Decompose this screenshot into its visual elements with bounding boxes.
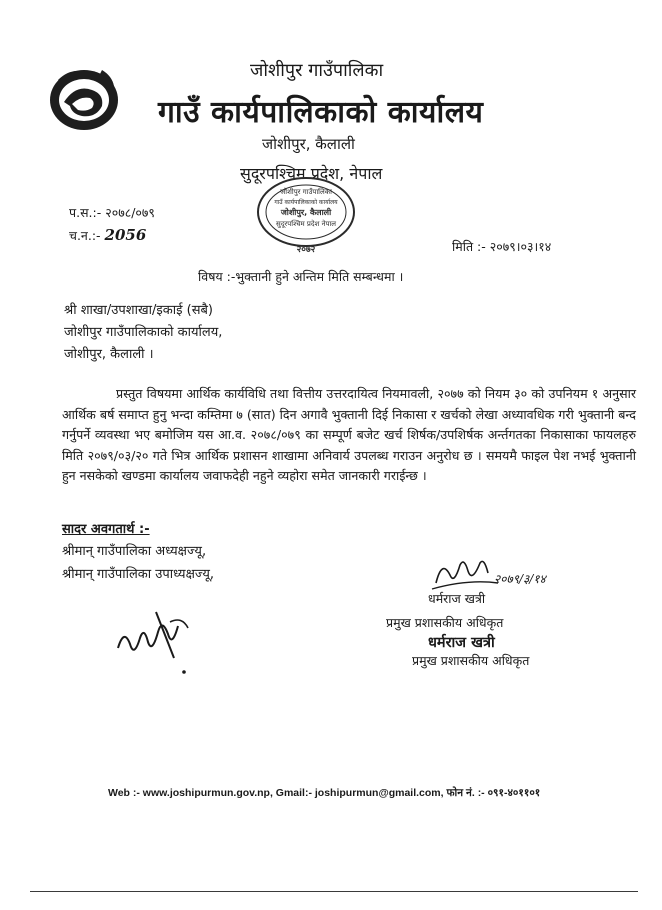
office-province: सुदूरपश्चिम प्रदेश, नेपाल xyxy=(240,164,383,183)
office-location: जोशीपुर, कैलाली xyxy=(262,135,355,153)
subject-line: विषय :-भुक्तानी हुने अन्तिम मिति सम्बन्धमा । xyxy=(198,269,404,284)
body-paragraph xyxy=(62,384,636,487)
recipient-line-1: श्री शाखा/उपशाखा/इकाई (सबै) xyxy=(64,303,213,318)
dispatch-number xyxy=(69,226,146,244)
cc-item-2: श्रीमान् गाउँपालिका उपाध्यक्षज्यू, xyxy=(62,567,215,582)
date-label: मिति :- xyxy=(452,239,486,254)
dispatch-value: 2056 xyxy=(104,226,147,244)
municipality-name: जोशीपुर गाउँपालिका xyxy=(250,60,384,81)
office-title: गाउँ कार्यपालिकाको कार्यालय xyxy=(158,95,484,130)
stamp-signatory-name: धर्मराज खत्री xyxy=(428,635,495,651)
reference-label: प.स.:- xyxy=(69,205,102,220)
reference-value: २०७८/०७९ xyxy=(105,205,155,220)
stamp-line4: सुदूरपश्चिम प्रदेश नेपाल xyxy=(275,220,337,228)
footer-contact: Web :- www.joshipurmun.gov.np, Gmail:- joshipurmun@gmail.com, फोन नं. :- ०९१-४०११०१ xyxy=(108,787,541,799)
stamp-line2: गाउँ कार्यपालिकाको कार्यालय xyxy=(274,199,338,206)
municipality-emblem-icon xyxy=(46,62,122,134)
stamp-year: २०७२ xyxy=(296,245,316,255)
initials-signature xyxy=(112,598,196,682)
recipient-line-3: जोशीपुर, कैलाली । xyxy=(64,347,154,362)
body-text: प्रस्तुत विषयमा आर्थिक कार्यविधि तथा वित्तीय उत्तरदायित्व नियमावली, २०७७ को नियम ३० को उपनियम १ अनुसार आर्थिक बर्ष समाप्त हुनु भन्दा कम्तिमा ७ (सात) दिन अगावै भुक्तानी दिई निकासा र खर्चको लेखा अध्यावधिक गरी भुक्तानी बन्द गर्नुपर्ने व्यवस्था भए बमोजिम यस आ.व. २०७८/०७९ का सम्पूर्ण बजेट खर्च शिर्षक/उपशिर्षक अर्न्तगतका निकासाका फायलहरु मिति २०७९/०३/२० गते भित्र आर्थिक प्रशासन शाखामा अनिवार्य उपलब्ध गराउन अनुरोध छ । समयमै फाइल पेश नभई भुक्तानी हुन नसकेको खण्डमा कार्यालय जवाफदेही नहुने व्यहोरा समेत जानकारी गराईन्छ । xyxy=(62,386,636,483)
recipient-line-2: जोशीपुर गाउँपालिकाको कार्यालय, xyxy=(64,325,223,340)
stamp-signatory-title: प्रमुख प्रशासकीय अधिकृत xyxy=(412,653,530,668)
signature-date: २०७९/३/१४ xyxy=(494,572,546,586)
date-value: २०७९।०३।१४ xyxy=(489,239,552,254)
letter-date xyxy=(452,238,551,255)
stamp-line3: जोशीपुर, कैलाली xyxy=(280,208,332,217)
footer-divider xyxy=(30,891,638,892)
dispatch-label: च.न.:- xyxy=(69,228,101,243)
office-stamp xyxy=(252,172,360,258)
cc-title: सादर अवगतार्थ :- xyxy=(62,522,150,537)
cc-item-1: श्रीमान् गाउँपालिका अध्यक्षज्यू, xyxy=(62,544,207,559)
stamp-line1: जोशीपुर गाउँपालिका xyxy=(280,188,332,196)
reference-number xyxy=(69,204,155,221)
signatory-title: प्रमुख प्रशासकीय अधिकृत xyxy=(386,615,504,630)
signatory-name: धर्मराज खत्री xyxy=(428,591,486,606)
